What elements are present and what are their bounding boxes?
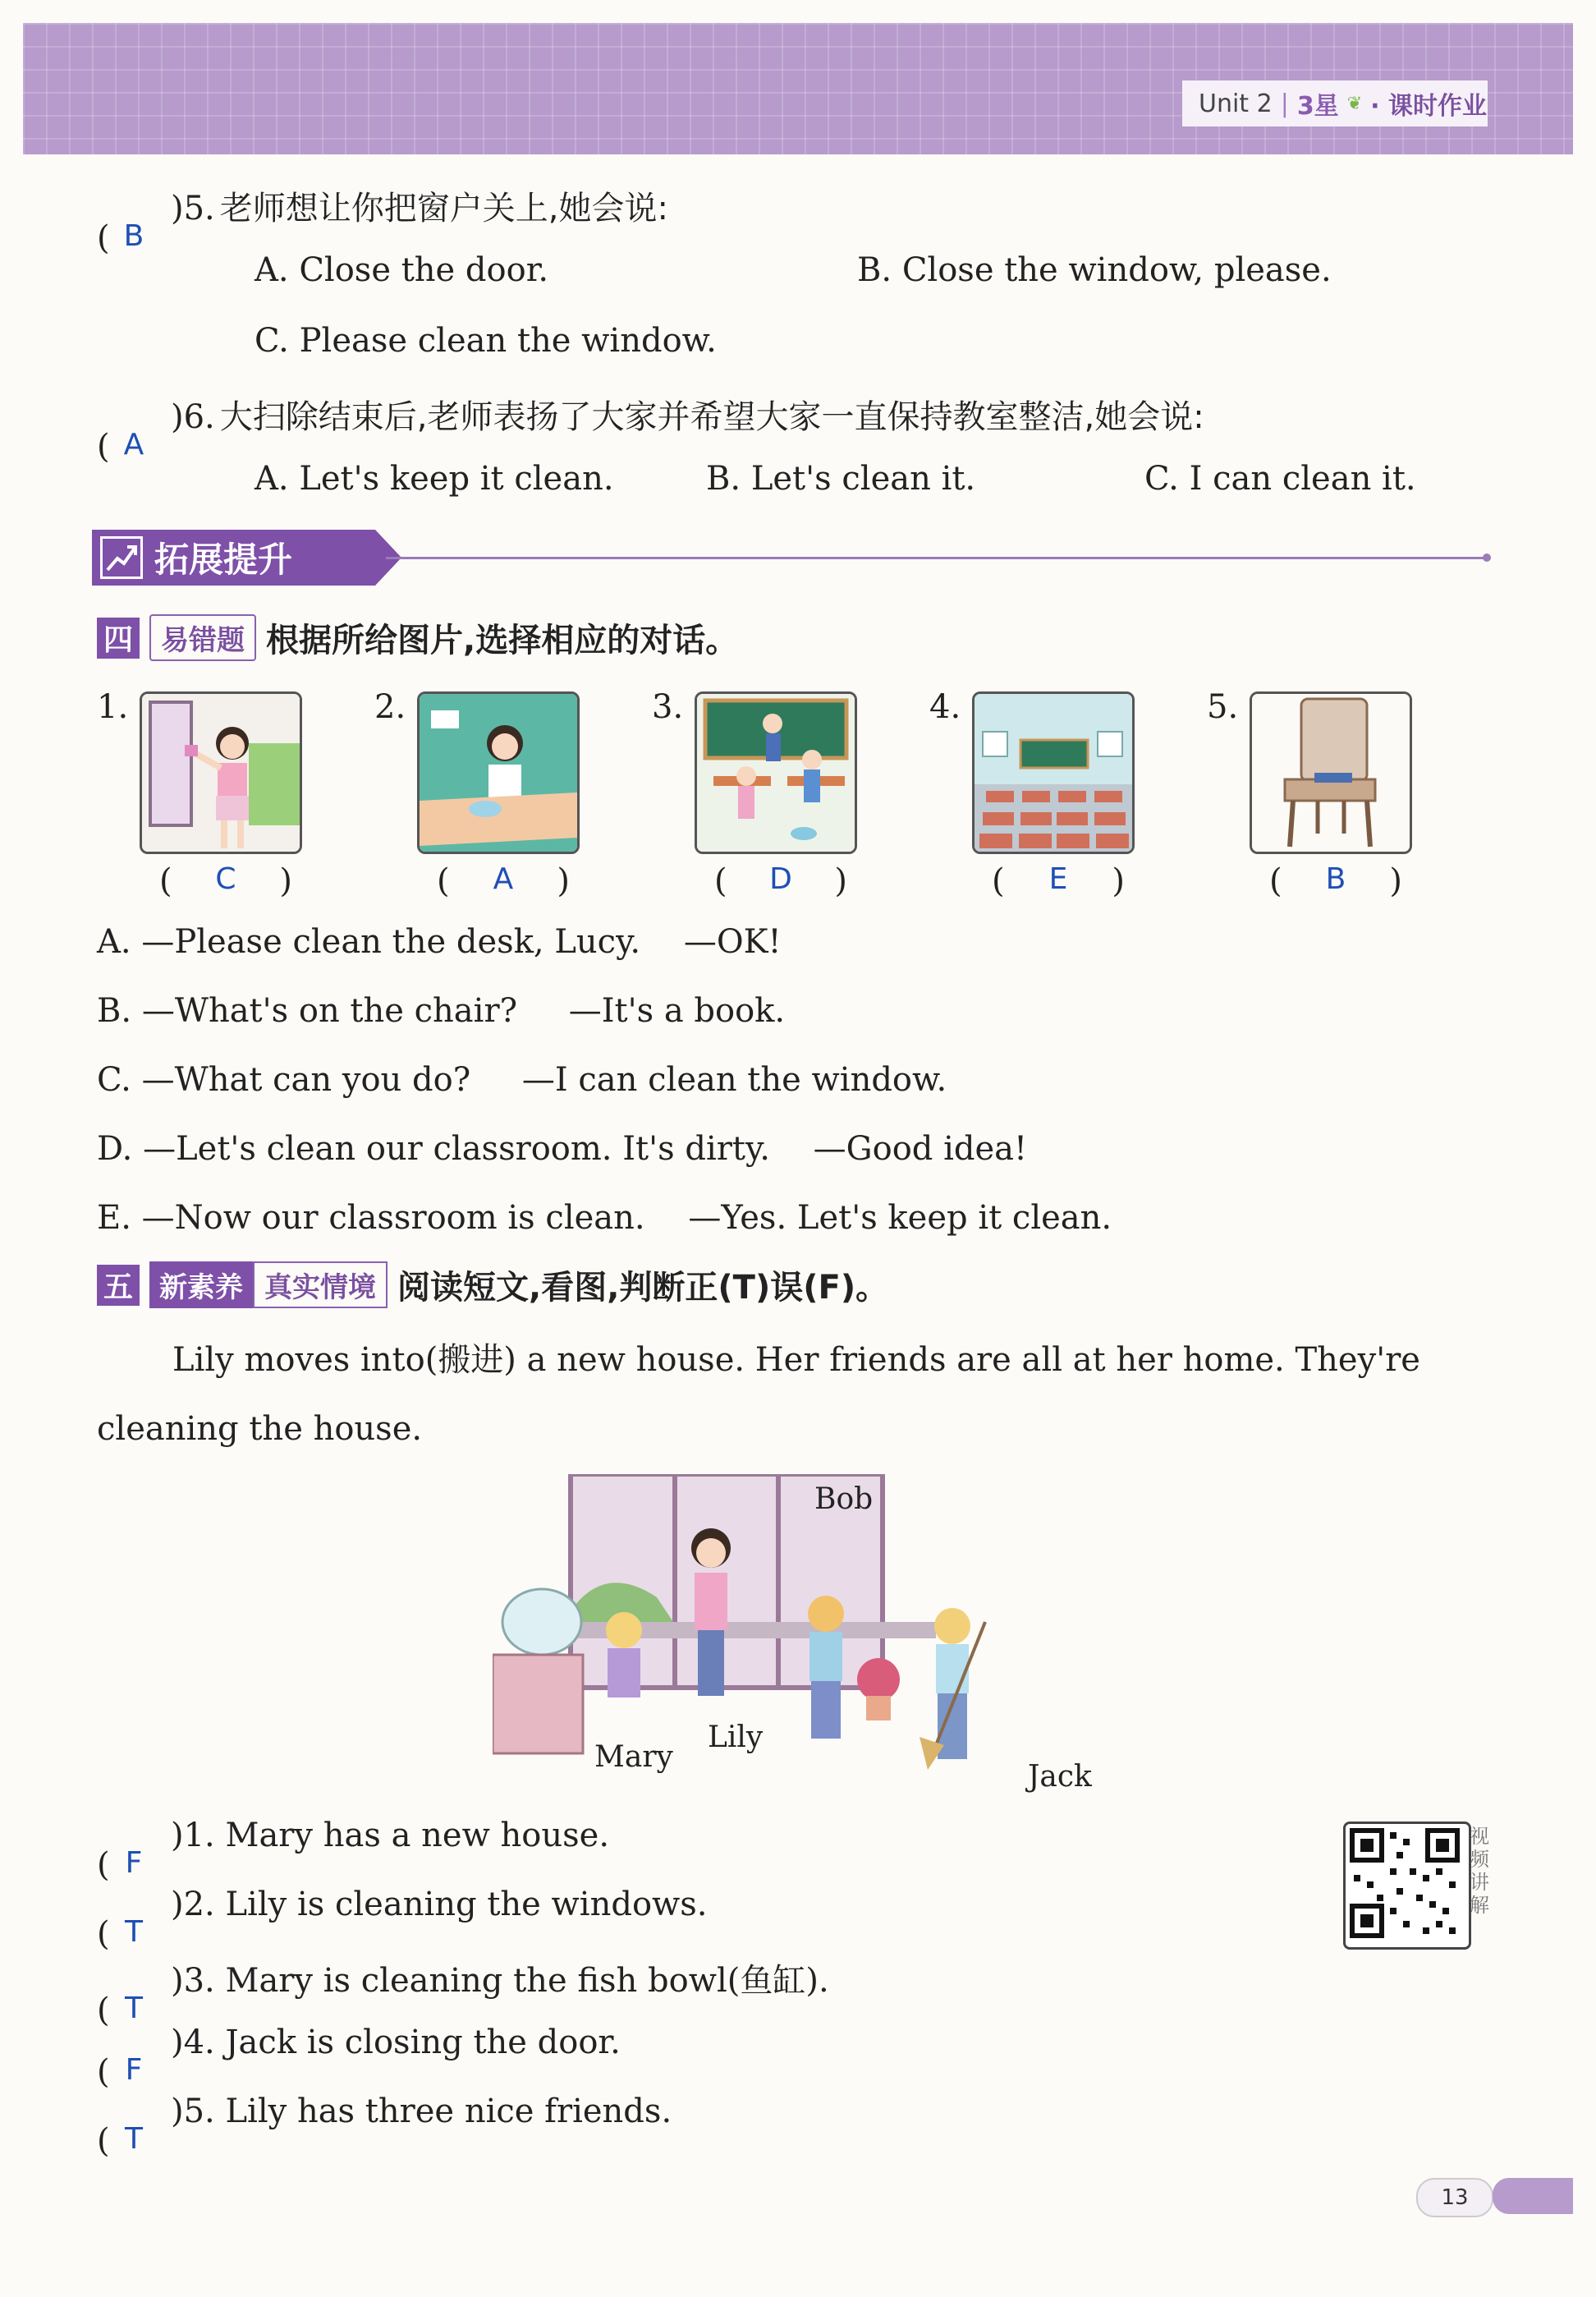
bob-label: Bob xyxy=(814,1482,874,1516)
question-text: 老师想让你把窗户关上,她会说: xyxy=(219,190,668,227)
house-cleaning-scene xyxy=(493,1474,1100,1803)
leaf-icon: ❦ xyxy=(1346,93,1363,114)
dialogue-reply: —Good idea! xyxy=(813,1130,1028,1168)
part-number: 五 xyxy=(97,1265,140,1306)
real-context-tag: 真实情境 xyxy=(253,1261,388,1308)
picture-answer: ( C ) xyxy=(159,862,292,900)
statement-text: )5. Lily has three nice friends. xyxy=(171,2093,672,2130)
page-number: 13 xyxy=(1416,2178,1493,2217)
dialogue-letter: D. xyxy=(97,1130,133,1168)
girl-wiping-desk-picture xyxy=(417,691,580,854)
part-instruction: 阅读短文,看图,判断正(T)误(F)。 xyxy=(397,1269,889,1307)
qr-video-label: 视频讲解 xyxy=(1470,1825,1489,1917)
picture-number: 2. xyxy=(374,688,406,726)
dialogue-e xyxy=(97,1199,1112,1237)
dialogue-reply: —OK! xyxy=(683,923,782,961)
dialogue-b xyxy=(97,992,785,1030)
answer-letter: T xyxy=(125,1915,143,1949)
mary-label: Mary xyxy=(594,1740,673,1774)
question-5: ( B )5. 老师想让你把窗户关上,她会说: xyxy=(97,182,668,229)
dialogue-line: —Let's clean our classroom. It's dirty. xyxy=(143,1130,770,1168)
section-rule xyxy=(386,557,1486,559)
question-number: )5. xyxy=(171,190,215,227)
dialogue-c xyxy=(97,1061,947,1099)
dialogue-reply: —I can clean the window. xyxy=(521,1061,947,1099)
option-a: A. Let's keep it clean. xyxy=(255,460,614,498)
part4-heading xyxy=(97,614,738,661)
unit-label: Unit 2 xyxy=(1199,89,1273,118)
book-on-chair-picture xyxy=(1250,691,1412,854)
chart-arrow-icon xyxy=(100,536,143,579)
statement-5: ( T )5. Lily has three nice friends. xyxy=(97,2093,672,2160)
picture-number: 1. xyxy=(97,688,129,726)
jack-label: Jack xyxy=(1028,1760,1092,1794)
statement-text: )2. Lily is cleaning the windows. xyxy=(171,1886,708,1923)
answer-letter: B xyxy=(123,219,144,253)
worksheet-kind: · 课时作业 xyxy=(1370,92,1487,121)
reading-passage: Lily moves into(搬进) a new house. Her friends are all at her home. They're cleaning the house. xyxy=(97,1341,1420,1448)
header-separator: | xyxy=(1280,89,1289,118)
part5-tags xyxy=(149,1261,388,1308)
new-literacy-tag: 新素养 xyxy=(149,1261,253,1308)
dialogue-line: —Now our classroom is clean. xyxy=(141,1199,645,1237)
answer-letter: F xyxy=(125,1846,143,1880)
header-tag xyxy=(1182,80,1488,126)
statement-text: )1. Mary has a new house. xyxy=(171,1817,610,1854)
answer-letter: B xyxy=(1325,862,1346,896)
answer-letter: D xyxy=(769,862,792,896)
picture-number: 4. xyxy=(929,688,961,726)
dialogue-d xyxy=(97,1130,1027,1168)
option-b: B. Close the window, please. xyxy=(857,251,1332,289)
dialogue-reply: —Yes. Let's keep it clean. xyxy=(688,1199,1112,1237)
dialogue-letter: E. xyxy=(97,1199,131,1237)
picture-answer: ( E ) xyxy=(992,862,1125,900)
picture-number: 5. xyxy=(1207,688,1239,726)
question-number: )6. xyxy=(171,398,215,436)
qr-code-icon[interactable] xyxy=(1343,1822,1471,1950)
option-b: B. Let's clean it. xyxy=(706,460,976,498)
dialogue-line: —What's on the chair? xyxy=(141,992,518,1030)
girl-cleaning-window-picture xyxy=(140,691,302,854)
statement-text: )4. Jack is closing the door. xyxy=(171,2024,621,2061)
statement-text: )3. Mary is cleaning the fish bowl(鱼缸). xyxy=(171,1962,829,2000)
part-number: 四 xyxy=(97,618,140,659)
answer-letter: T xyxy=(125,1991,143,2025)
clean-classroom-picture xyxy=(972,691,1135,854)
picture-answer: ( D ) xyxy=(714,862,847,900)
dialogue-line: —What can you do? xyxy=(141,1061,471,1099)
statement-1: ( F )1. Mary has a new house. xyxy=(97,1817,610,1884)
answer-letter: A xyxy=(493,862,514,896)
page-number-strip xyxy=(1493,2178,1573,2214)
dialogue-line: —Please clean the desk, Lucy. xyxy=(141,923,641,961)
answer-letter: T xyxy=(125,2122,143,2156)
lily-label: Lily xyxy=(708,1720,764,1754)
picture-answer: ( B ) xyxy=(1269,862,1402,900)
star-level: 3星 xyxy=(1296,92,1339,121)
children-cleaning-classroom-picture xyxy=(695,691,857,854)
part-instruction: 根据所给图片,选择相应的对话。 xyxy=(266,622,739,659)
question-text: 大扫除结束后,老师表扬了大家并希望大家一直保持教室整洁,她会说: xyxy=(219,398,1204,436)
question-6: ( A )6. 大扫除结束后,老师表扬了大家并希望大家一直保持教室整洁,她会说: xyxy=(97,391,1204,438)
option-c: C. Please clean the window. xyxy=(255,322,717,360)
dialogue-letter: A. xyxy=(97,923,131,961)
answer-letter: E xyxy=(1048,862,1068,896)
answer-letter: F xyxy=(125,2053,143,2087)
answer-letter: A xyxy=(123,428,144,462)
section-banner xyxy=(92,530,375,586)
statement-3: ( T )3. Mary is cleaning the fish bowl(鱼缸). xyxy=(97,1955,829,2001)
statement-2: ( T )2. Lily is cleaning the windows. xyxy=(97,1886,708,1953)
option-c: C. I can clean it. xyxy=(1144,460,1416,498)
dialogue-letter: B. xyxy=(97,992,132,1030)
answer-letter: C xyxy=(215,862,236,896)
option-a: A. Close the door. xyxy=(255,251,549,289)
section-title: 拓展提升 xyxy=(154,540,293,580)
statement-4: ( F )4. Jack is closing the door. xyxy=(97,2024,621,2091)
picture-number: 3. xyxy=(652,688,684,726)
dialogue-reply: —It's a book. xyxy=(568,992,786,1030)
part5-heading xyxy=(97,1261,888,1308)
dialogue-a xyxy=(97,923,782,961)
picture-answer: ( A ) xyxy=(437,862,570,900)
error-prone-tag: 易错题 xyxy=(149,614,256,661)
dialogue-letter: C. xyxy=(97,1061,131,1099)
